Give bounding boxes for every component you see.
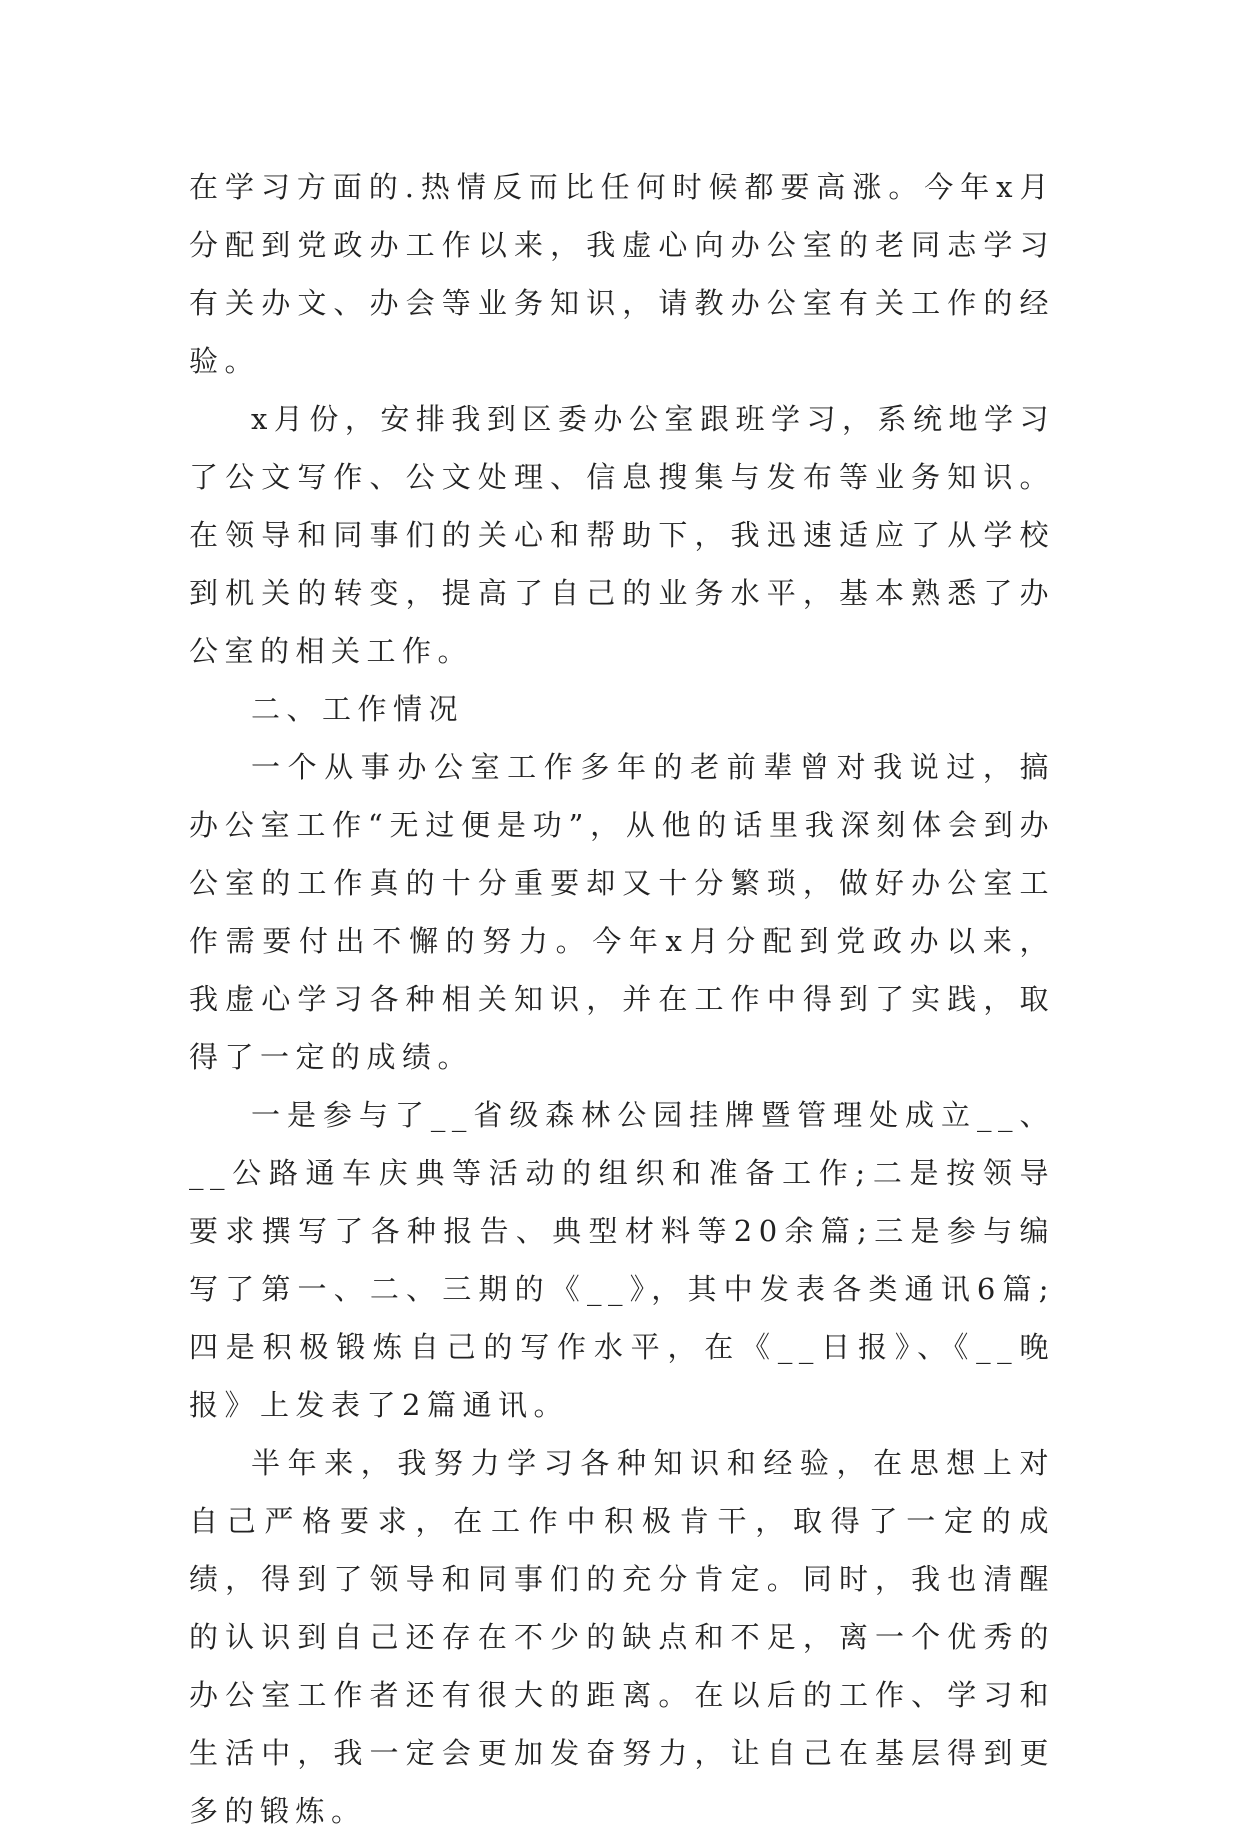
- paragraph-district-office-training: x月份，安排我到区委办公室跟班学习，系统地学习了公文写作、公文处理、信息搜集与发布等业务知识。在领导和同事们的关心和帮助下，我迅速适应了从学校到机关的转变，提高了自己的业务水平，基本熟悉了办公室的相关工作。: [189, 402, 1055, 668]
- paragraph-half-year-summary: 半年来，我努力学习各种知识和经验，在思想上对自己严格要求，在工作中积极肯干，取得了一定的成绩，得到了领导和同事们的充分肯定。同时，我也清醒的认识到自己还存在不少的缺点和不足，离一个优秀的办公室工作者还有很大的距离。在以后的工作、学习和生活中，我一定会更加发奋努力，让自己在基层得到更多的锻炼。: [189, 1446, 1055, 1828]
- document-body: [189, 158, 1055, 1840]
- section-heading-work-situation: 二、工作情况: [251, 692, 465, 726]
- paragraph-achievements-list: 一是参与了__省级森林公园挂牌暨管理处成立__、__公路通车庆典等活动的组织和准备工作;二是按领导要求撰写了各种报告、典型材料等20余篇;三是参与编写了第一、二、三期的《__》，其中发表各类通讯6篇;四是积极锻炼自己的写作水平，在《__日报》、《__晚报》上发表了2篇通讯。: [189, 1098, 1055, 1422]
- paragraph-study-enthusiasm: 在学习方面的.热情反而比任何时候都要高涨。今年x月分配到党政办工作以来，我虚心向办公室的老同志学习有关办文、办会等业务知识，请教办公室有关工作的经验。: [189, 170, 1055, 378]
- paragraph-office-work-philosophy: 一个从事办公室工作多年的老前辈曾对我说过，搞办公室工作“无过便是功”，从他的话里我深刻体会到办公室的工作真的十分重要却又十分繁琐，做好办公室工作需要付出不懈的努力。今年x月分配到党政办以来，我虚心学习各种相关知识，并在工作中得到了实践，取得了一定的成绩。: [189, 750, 1055, 1074]
